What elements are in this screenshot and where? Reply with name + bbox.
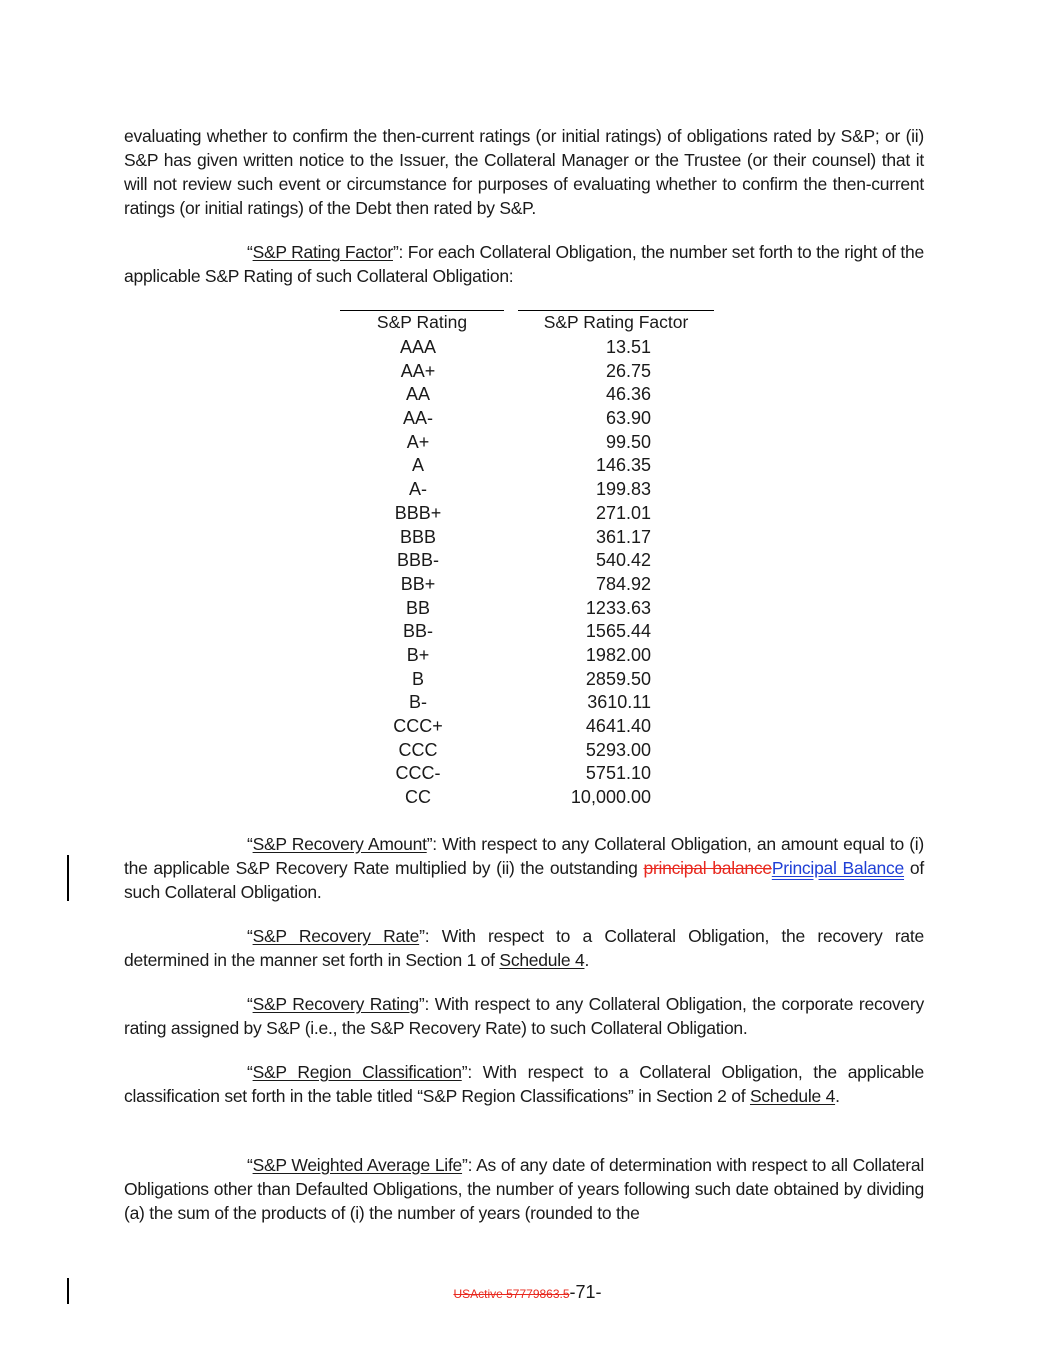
paragraph-continuation — [124, 124, 924, 220]
rating-cell: CCC+ — [393, 716, 443, 736]
factor-cell: 99.50 — [605, 431, 651, 452]
factor-cell: 3610.11 — [587, 692, 651, 713]
factor-cell: 5751.10 — [585, 763, 651, 784]
factor-cell: 271.01 — [595, 502, 651, 523]
rating-cell: A- — [409, 479, 427, 500]
rating-cell: AA+ — [400, 360, 436, 381]
table-body — [340, 336, 720, 810]
factor-cell: 5293.00 — [585, 739, 651, 760]
rating-cell: BBB — [399, 526, 437, 547]
defined-term: S&P Recovery Amount — [252, 834, 427, 854]
table-row — [340, 526, 720, 550]
definition-text: : With respect to a Collateral Obligation, the applicable classification set forth in the table titled “S&P Region Classifications” in Section 2 of — [124, 1062, 924, 1106]
paragraph-text: evaluating whether to confirm the then-current ratings (or initial ratings) of obligations rated by S&P; or (ii) S&P has given written notice to the Issuer, the Collateral Manager or the Trustee (or their counsel) that it will not review such event or circumstance for purposes of evaluating whether to confirm the then-current ratings (or initial ratings) of the Debt then rated by S&P. — [124, 126, 924, 218]
rating-cell: CCC — [398, 739, 438, 760]
table-header — [340, 310, 720, 336]
inserted-text: Principal Balance — [771, 858, 905, 878]
deleted-text: principal balance — [643, 858, 772, 878]
defined-term: S&P Weighted Average Life — [252, 1155, 463, 1175]
rating-cell: BBB- — [396, 550, 439, 571]
rating-cell: BBB+ — [394, 502, 442, 523]
definition-text: : With respect to any Collateral Obligation, the corporate recovery rating assigned by S&P (i.e., the S&P Recovery Rate) to such Collateral Obligation. — [124, 994, 924, 1038]
table-row — [340, 454, 720, 478]
factor-cell: 1565.44 — [585, 621, 651, 642]
rating-factor-table — [340, 310, 720, 810]
definition-sp-rating-factor: “S&P Rating Factor”: For each Collateral Obligation, the number set forth to the right of the applicable S&P Rating of such Collateral Obligation: — [124, 242, 925, 286]
factor-cell: 46.36 — [605, 384, 651, 405]
definition-text: : With respect to a Collateral Obligation, the recovery rate determined in the manner set forth in Section 1 of — [124, 926, 924, 970]
table-row — [340, 715, 720, 739]
factor-cell: 784.92 — [595, 573, 651, 594]
schedule-link[interactable]: Schedule 4 — [749, 1086, 836, 1106]
table-row — [340, 620, 720, 644]
factor-cell: 2859.50 — [585, 668, 651, 689]
table-row — [340, 407, 720, 431]
factor-cell: 1982.00 — [585, 644, 651, 665]
definition-sp-recovery-rate: “S&P Recovery Rate”: With respect to a Collateral Obligation, the recovery rate determined in the manner set forth in Section 1 of Schedule 4. — [124, 926, 924, 970]
table-row — [340, 668, 720, 692]
rating-cell: BB- — [402, 621, 433, 642]
defined-term: S&P Recovery Rate — [252, 926, 420, 946]
rating-cell: A+ — [406, 431, 430, 452]
factor-cell: 146.35 — [595, 455, 651, 476]
table-row — [340, 336, 720, 360]
definition-text: : With respect to any Collateral Obligation, an amount equal to (i) the applicable S&P Recovery Rate multiplied by (ii) the outstanding — [124, 834, 924, 878]
rating-cell: CC — [405, 787, 431, 808]
factor-cell: 26.75 — [605, 360, 651, 381]
table-row — [340, 431, 720, 455]
definition-tail: of such Collateral Obligation. — [124, 858, 924, 902]
table-row — [340, 573, 720, 597]
table-row — [340, 549, 720, 573]
table-row — [340, 502, 720, 526]
page-footer — [0, 1281, 1055, 1305]
table-row — [340, 762, 720, 786]
rating-cell: B — [411, 668, 424, 689]
factor-cell: 540.42 — [595, 550, 651, 571]
header-rule — [340, 310, 504, 311]
rating-cell: AAA — [399, 337, 437, 357]
header-rule — [518, 310, 714, 311]
table-row — [340, 739, 720, 763]
definition-sp-region-classification: “S&P Region Classification”: With respect to a Collateral Obligation, the applicable classification set forth in the table titled “S&P Region Classifications” in Section 2 of Schedule 4. — [124, 1062, 924, 1106]
factor-cell: 199.83 — [595, 479, 651, 500]
rating-cell: B+ — [406, 644, 430, 665]
table-row — [340, 383, 720, 407]
revision-change-bar — [67, 855, 69, 901]
table-row — [340, 786, 720, 810]
rating-cell: BB+ — [400, 573, 436, 594]
page-number: -71- — [569, 1282, 602, 1302]
defined-term: S&P Region Classification — [252, 1062, 462, 1082]
table-row — [340, 478, 720, 502]
definition-sp-weighted-average-life: “S&P Weighted Average Life”: As of any date of determination with respect to all Collateral Obligations other than Defaulted Obligations, the number of years following such date obtained by dividing (a) the sum of the products of (i) the number of years (rounded to the — [124, 1155, 924, 1223]
rating-cell: BB — [405, 597, 430, 618]
definition-sp-recovery-rating: “S&P Recovery Rating”: With respect to any Collateral Obligation, the corporate recovery rating assigned by S&P (i.e., the S&P Recovery Rate) to such Collateral Obligation. — [124, 994, 924, 1038]
factor-cell: 13.51 — [605, 337, 651, 357]
rating-cell: B- — [409, 692, 427, 713]
defined-term: S&P Recovery Rating — [252, 994, 419, 1014]
column-header-rating: S&P Rating — [376, 312, 468, 332]
defined-term: S&P Rating Factor — [252, 242, 393, 262]
table-row — [340, 360, 720, 384]
column-header-factor: S&P Rating Factor — [543, 312, 689, 332]
definition-text: : As of any date of determination with respect to all Collateral Obligations other than Defaulted Obligations, the number of years following such date obtained by dividing (a) the sum of the products of (i) the number of years (rounded to the — [124, 1155, 924, 1223]
rating-cell: CCC- — [395, 763, 441, 784]
factor-cell: 361.17 — [595, 526, 651, 547]
rating-cell: A — [411, 455, 424, 476]
definition-text: : For each Collateral Obligation, the number set forth to the right of the applicable S&P Rating of such Collateral Obligation: — [124, 242, 925, 286]
table-row — [340, 644, 720, 668]
factor-cell: 10,000.00 — [570, 787, 651, 808]
definition-sp-recovery-amount: “S&P Recovery Amount”: With respect to any Collateral Obligation, an amount equal to (i) the applicable S&P Recovery Rate multiplied by (ii) the outstanding principal balancePrincipal Balance of such Collateral Obligation. — [124, 834, 924, 902]
document-id: USActive 57779863.5 — [453, 1287, 570, 1301]
table-row — [340, 691, 720, 715]
table-row — [340, 597, 720, 621]
factor-cell: 63.90 — [605, 408, 651, 429]
factor-cell: 4641.40 — [585, 716, 651, 736]
factor-cell: 1233.63 — [585, 597, 651, 618]
rating-cell: AA- — [402, 408, 433, 429]
schedule-link[interactable]: Schedule 4 — [499, 950, 585, 970]
rating-cell: AA — [405, 384, 430, 405]
